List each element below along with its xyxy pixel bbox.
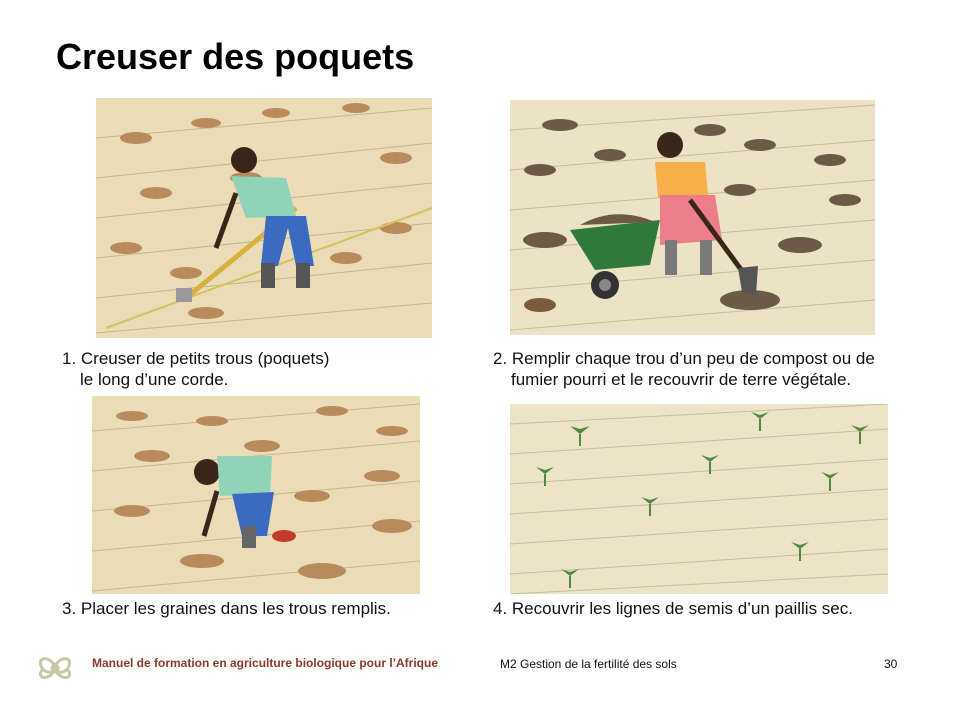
manual-title: Manuel de formation en agriculture biologique pour l’Afrique — [92, 656, 439, 670]
step-2-caption — [493, 348, 933, 390]
page-number: 30 — [884, 657, 898, 671]
slide-footer — [0, 644, 960, 694]
step-2-line-1: 2. Remplir chaque trou d’un peu de compost ou de — [493, 349, 875, 368]
illustration-mulched-seedlings — [510, 404, 888, 594]
step-2-line-2: fumier pourri et le recouvrir de terre végétale. — [511, 370, 852, 389]
step-1-caption — [62, 348, 442, 390]
step-1-line-2: le long d’une corde. — [80, 370, 229, 389]
step-4-caption — [493, 598, 933, 619]
step-3-caption — [62, 598, 462, 619]
illustration-filling-holes — [510, 100, 875, 335]
hearts-logo-icon — [28, 644, 82, 694]
step-4-line-1: 4. Recouvrir les lignes de semis d’un paillis sec. — [493, 599, 853, 618]
slide-title: Creuser des poquets — [56, 36, 415, 77]
step-1-line-1: 1. Creuser de petits trous (poquets) — [62, 349, 330, 368]
illustration-digging-holes — [96, 98, 432, 338]
illustration-placing-seeds — [92, 396, 420, 594]
step-3-line-1: 3. Placer les graines dans les trous remplis. — [62, 599, 391, 618]
module-name: M2 Gestion de la fertilité des sols — [500, 657, 677, 671]
